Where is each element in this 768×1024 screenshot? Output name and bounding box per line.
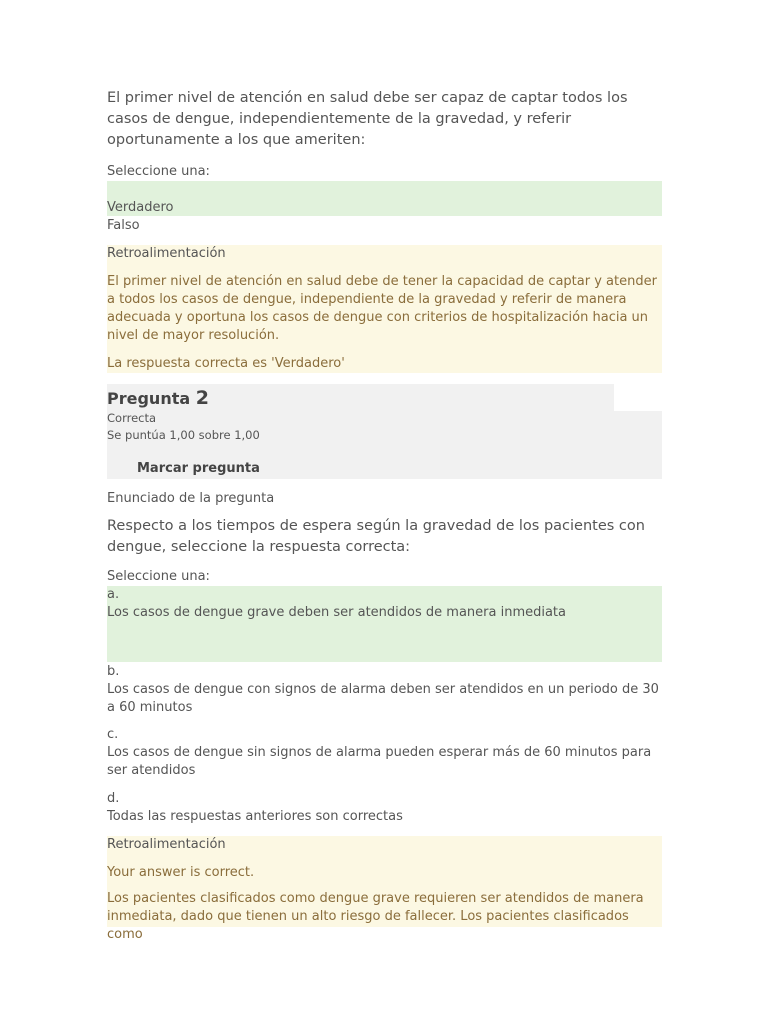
question-2-feedback-title: Retroalimentación xyxy=(107,837,226,852)
flag-question-label: Marcar pregunta xyxy=(137,461,260,476)
flag-question-button[interactable] xyxy=(137,461,260,476)
question-2-feedback-general: Your answer is correct. xyxy=(107,865,255,880)
question-2-option-a-letter: a. xyxy=(107,587,120,602)
question-2-option-b-text: Los casos de dengue con signos de alarma deben ser atendidos en un periodo de 30 a 60 minutos xyxy=(107,682,659,715)
question-2-option-a-text: Los casos de dengue grave deben ser atendidos de manera inmediata xyxy=(107,605,566,620)
question-2-statement-label: Enunciado de la pregunta xyxy=(107,491,275,506)
question-1-right-answer: La respuesta correcta es 'Verdadero' xyxy=(107,356,345,371)
question-2-prompt: Seleccione una: xyxy=(107,569,210,584)
question-1-feedback-text: El primer nivel de atención en salud debe de tener la capacidad de captar y atender a todos los casos de dengue, independiente de la gravedad y referir de manera adecuada y oportuna los casos de dengue con criterios de hospitalización hacia un nivel de mayor resolución. xyxy=(107,274,657,343)
question-2-number-heading xyxy=(107,387,209,409)
question-2-grade: Se puntúa 1,00 sobre 1,00 xyxy=(107,428,260,442)
question-1-text: El primer nivel de atención en salud debe ser capaz de captar todos los casos de dengue, independientemente de la gravedad, y referir oportunamente a los que ameriten: xyxy=(107,90,628,148)
question-2-info xyxy=(107,384,662,479)
question-2-option-d[interactable] xyxy=(107,790,662,828)
question-1-feedback xyxy=(107,245,662,373)
question-2-text: Respecto a los tiempos de espera según la gravedad de los pacientes con dengue, seleccione la respuesta correcta: xyxy=(107,518,645,555)
question-2-state: Correcta xyxy=(107,411,157,425)
question-1-feedback-title: Retroalimentación xyxy=(107,246,226,261)
question-2-option-a[interactable] xyxy=(107,586,662,662)
question-1-option-true[interactable] xyxy=(107,181,662,216)
question-2-option-d-text: Todas las respuestas anteriores son correctas xyxy=(107,809,403,824)
question-2-feedback xyxy=(107,836,662,942)
question-2-option-c-letter: c. xyxy=(107,727,119,742)
question-2-option-c-text: Los casos de dengue sin signos de alarma pueden esperar más de 60 minutos para ser atendidos xyxy=(107,745,652,778)
question-2-option-b-letter: b. xyxy=(107,664,120,679)
question-2-number: 2 xyxy=(195,387,209,409)
question-2-label: Pregunta xyxy=(107,389,191,408)
question-2-option-b[interactable] xyxy=(107,663,662,719)
question-1-option-false[interactable]: Falso xyxy=(107,218,140,233)
question-1-prompt: Seleccione una: xyxy=(107,164,210,179)
question-2-option-c[interactable] xyxy=(107,726,662,782)
question-2-option-d-letter: d. xyxy=(107,791,120,806)
question-1-option-true-label: Verdadero xyxy=(107,200,174,215)
question-2-feedback-text: Los pacientes clasificados como dengue grave requieren ser atendidos de manera inmediata, dado que tienen un alto riesgo de fallecer. Los pacientes clasificados como xyxy=(107,891,644,942)
